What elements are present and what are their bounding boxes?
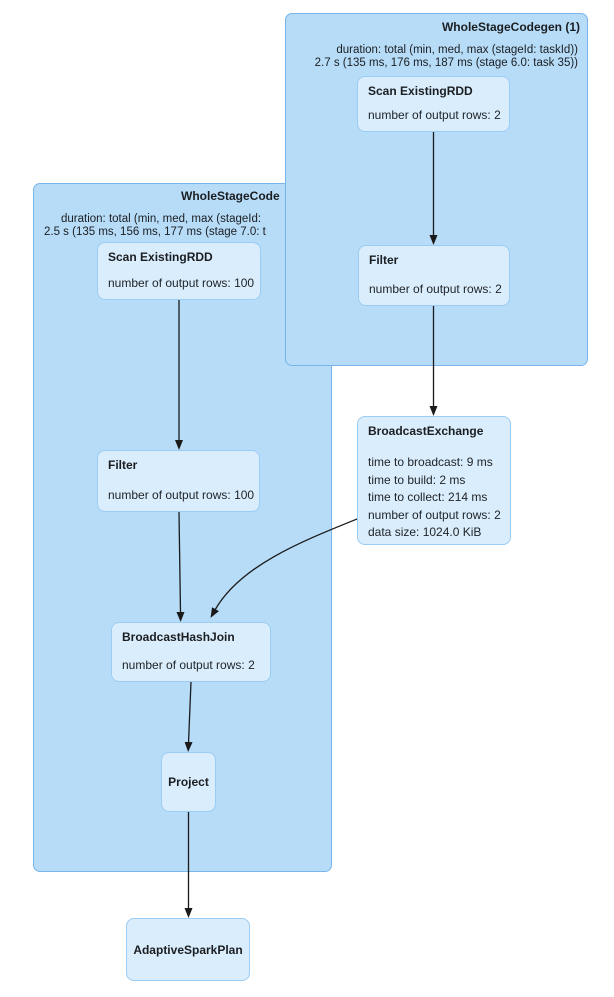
- node-title: Scan ExistingRDD: [368, 84, 473, 98]
- cluster-duration-line1-right: duration: total (min, med, max (stageId: taskId)): [336, 44, 578, 56]
- node-metric: time to collect: 214 ms: [368, 490, 488, 504]
- node-title: Filter: [369, 253, 399, 267]
- node-metrics: [368, 454, 500, 542]
- cluster-duration-line2-left: 2.5 s (135 ms, 156 ms, 177 ms (stage 7.0: t: [44, 226, 266, 238]
- node-metric: number of output rows: 2: [369, 281, 502, 296]
- node-filter-right[interactable]: [358, 245, 510, 306]
- node-metric: number of output rows: 100: [108, 275, 255, 290]
- node-metric: data size: 1024.0 KiB: [368, 525, 482, 539]
- node-scan-existingrdd-left[interactable]: [97, 242, 261, 300]
- node-title: Filter: [108, 458, 138, 472]
- cluster-title-right: WholeStageCodegen (1): [441, 20, 580, 34]
- cluster-duration-line2-right: 2.7 s (135 ms, 176 ms, 187 ms (stage 6.0: task 35)): [314, 57, 578, 69]
- node-metric: number of output rows: 100: [108, 487, 255, 502]
- node-metric: time to broadcast: 9 ms: [368, 455, 493, 469]
- node-metric: number of output rows: 2: [368, 507, 501, 522]
- node-title: Scan ExistingRDD: [108, 250, 213, 264]
- node-project[interactable]: [161, 752, 216, 812]
- node-metric: time to build: 2 ms: [368, 472, 466, 487]
- node-title: AdaptiveSparkPlan: [133, 942, 243, 957]
- node-title: BroadcastHashJoin: [122, 630, 235, 644]
- node-metric: number of output rows: 2: [122, 657, 255, 672]
- node-broadcastexchange[interactable]: [357, 416, 511, 545]
- cluster-title-left: WholeStageCode: [181, 189, 280, 203]
- node-title: BroadcastExchange: [368, 424, 484, 438]
- node-adaptivesparkplan[interactable]: [126, 918, 250, 981]
- node-broadcasthashjoin[interactable]: [111, 622, 271, 682]
- cluster-duration-line1-left: duration: total (min, med, max (stageId:: [61, 213, 262, 225]
- node-filter-left[interactable]: [97, 450, 260, 512]
- node-scan-existingrdd-right[interactable]: [357, 76, 510, 132]
- node-metric: number of output rows: 2: [368, 107, 501, 122]
- node-title: Project: [168, 775, 209, 789]
